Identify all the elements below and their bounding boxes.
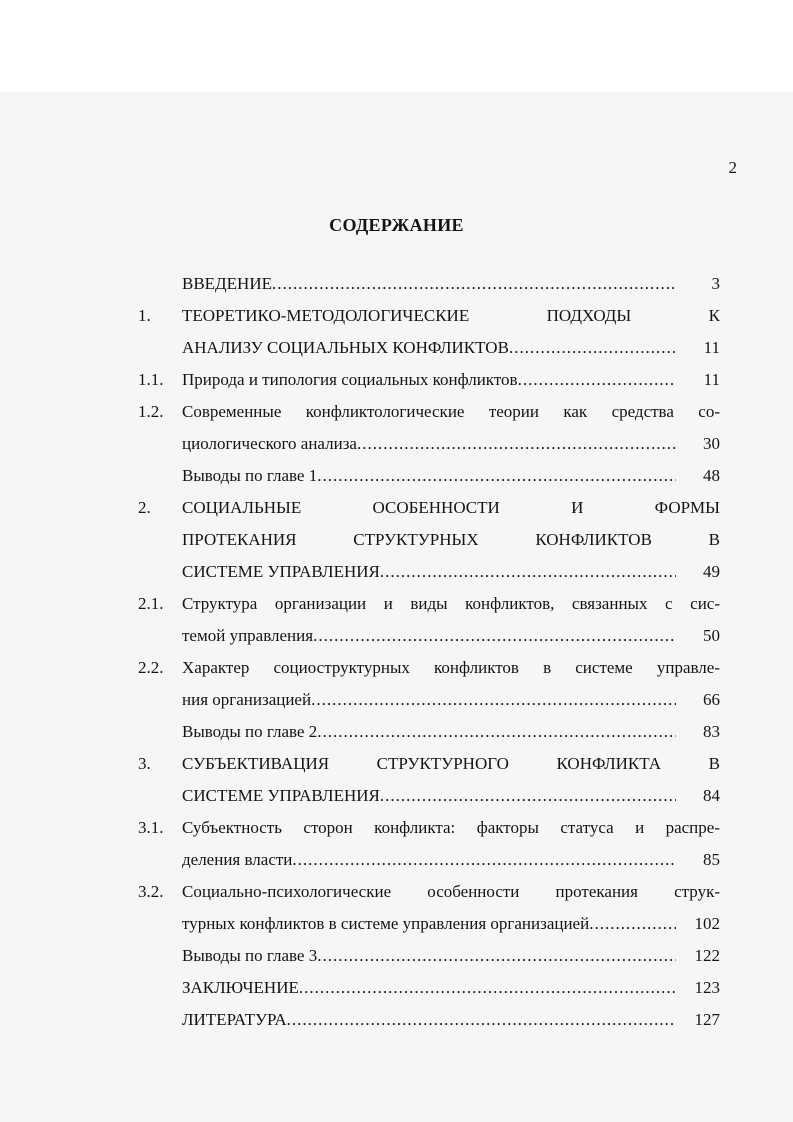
toc-entry-number — [138, 940, 182, 972]
toc-entry-title-line: Структура организации и виды конфликтов, связанных с сис- — [182, 594, 720, 613]
toc-entry-page: 11 — [703, 370, 720, 389]
toc-entry-introduction — [138, 268, 720, 300]
toc-entry-title: Выводы по главе 3 — [182, 946, 318, 965]
toc-entry-title-line: СУБЪЕКТИВАЦИЯ СТРУКТУРНОГО КОНФЛИКТА В — [182, 754, 720, 773]
toc-entry-chapter-2 — [138, 492, 720, 588]
toc-entry-number: 3.2. — [138, 882, 164, 901]
toc-entry-number — [138, 460, 182, 492]
dot-leader — [518, 364, 676, 396]
dot-leader — [299, 972, 676, 1004]
toc-entry-title: АНАЛИЗУ СОЦИАЛЬНЫХ КОНФЛИКТОВ — [182, 338, 509, 357]
toc-entry-title-line: ПРОТЕКАНИЯ СТРУКТУРНЫХ КОНФЛИКТОВ В — [182, 530, 720, 549]
dot-leader — [589, 908, 676, 940]
dot-leader — [317, 940, 676, 972]
dot-leader — [313, 620, 676, 652]
toc-entry-number: 2.1. — [138, 594, 164, 613]
toc-entry-title: темой управления — [182, 626, 314, 645]
dot-leader — [317, 460, 676, 492]
page-number: 2 — [728, 158, 737, 177]
dot-leader — [272, 268, 676, 300]
toc-entry-title: ЗАКЛЮЧЕНИЕ — [182, 978, 299, 997]
toc-entry-page: 127 — [694, 1010, 720, 1029]
toc-entry-number — [138, 972, 182, 1004]
toc-entry-title-line: Современные конфликтологические теории как средства со- — [182, 402, 720, 421]
toc-entry-3-1 — [138, 812, 720, 876]
toc-entry-page: 30 — [703, 434, 720, 453]
dot-leader — [292, 844, 676, 876]
toc-entry-page: 50 — [703, 626, 720, 645]
toc-entry-number — [138, 1004, 182, 1036]
toc-entry-title: циологического анализа — [182, 434, 357, 453]
toc-entry-1-1 — [138, 364, 720, 396]
dot-leader — [357, 428, 676, 460]
toc-entry-title: Выводы по главе 2 — [182, 722, 318, 741]
table-of-contents — [138, 268, 720, 1036]
dot-leader — [380, 556, 676, 588]
page-title: СОДЕРЖАНИЕ — [329, 215, 464, 235]
toc-entry-conclusion — [138, 972, 720, 1004]
dot-leader — [317, 716, 676, 748]
toc-entry-number — [138, 716, 182, 748]
toc-entry-conclusions-1 — [138, 460, 720, 492]
toc-entry-page: 122 — [694, 946, 720, 965]
toc-entry-title: Выводы по главе 1 — [182, 466, 318, 485]
toc-entry-title: деления власти — [182, 850, 293, 869]
toc-entry-number: 2.2. — [138, 658, 164, 677]
toc-entry-title-line: Характер социоструктурных конфликтов в системе управле- — [182, 658, 720, 677]
toc-entry-2-2 — [138, 652, 720, 716]
dot-leader — [380, 780, 676, 812]
toc-entry-number: 3.1. — [138, 818, 164, 837]
dot-leader — [287, 1004, 676, 1036]
toc-entry-title-line: СОЦИАЛЬНЫЕ ОСОБЕННОСТИ И ФОРМЫ — [182, 498, 720, 517]
toc-entry-page: 11 — [703, 338, 720, 357]
toc-entry-conclusions-2 — [138, 716, 720, 748]
toc-entry-page: 123 — [694, 978, 720, 997]
toc-entry-number: 1.2. — [138, 402, 164, 421]
toc-entry-page: 83 — [703, 722, 720, 741]
toc-entry-title: Природа и типология социальных конфликтов — [182, 370, 518, 389]
toc-entry-page: 48 — [703, 466, 720, 485]
toc-entry-title: ния организацией — [182, 690, 312, 709]
toc-entry-page: 85 — [703, 850, 720, 869]
toc-entry-number: 1. — [138, 306, 151, 325]
toc-entry-title: турных конфликтов в системе управления организацией — [182, 914, 590, 933]
toc-entry-3-2 — [138, 876, 720, 940]
toc-entry-title: СИСТЕМЕ УПРАВЛЕНИЯ — [182, 562, 380, 581]
toc-entry-1-2 — [138, 396, 720, 460]
toc-entry-title-line: ТЕОРЕТИКО-МЕТОДОЛОГИЧЕСКИЕ ПОДХОДЫ К — [182, 306, 720, 325]
toc-entry-literature — [138, 1004, 720, 1036]
toc-entry-title: СИСТЕМЕ УПРАВЛЕНИЯ — [182, 786, 380, 805]
toc-entry-conclusions-3 — [138, 940, 720, 972]
toc-entry-title: ЛИТЕРАТУРА — [182, 1010, 287, 1029]
toc-entry-number — [138, 268, 182, 300]
toc-entry-chapter-1 — [138, 300, 720, 364]
toc-entry-page: 3 — [711, 274, 720, 293]
dot-leader — [509, 332, 676, 364]
toc-entry-2-1 — [138, 588, 720, 652]
toc-entry-number: 1.1. — [138, 370, 164, 389]
toc-entry-page: 84 — [703, 786, 720, 805]
toc-entry-title: ВВЕДЕНИЕ — [182, 274, 272, 293]
toc-entry-title-line: Субъектность сторон конфликта: факторы статуса и распре- — [182, 818, 720, 837]
toc-entry-number: 3. — [138, 754, 151, 773]
toc-entry-page: 102 — [694, 914, 720, 933]
toc-entry-page: 66 — [703, 690, 720, 709]
toc-entry-title-line: Социально-психологические особенности протекания струк- — [182, 882, 720, 901]
dot-leader — [311, 684, 676, 716]
toc-entry-chapter-3 — [138, 748, 720, 812]
toc-entry-number: 2. — [138, 498, 151, 517]
toc-entry-page: 49 — [703, 562, 720, 581]
